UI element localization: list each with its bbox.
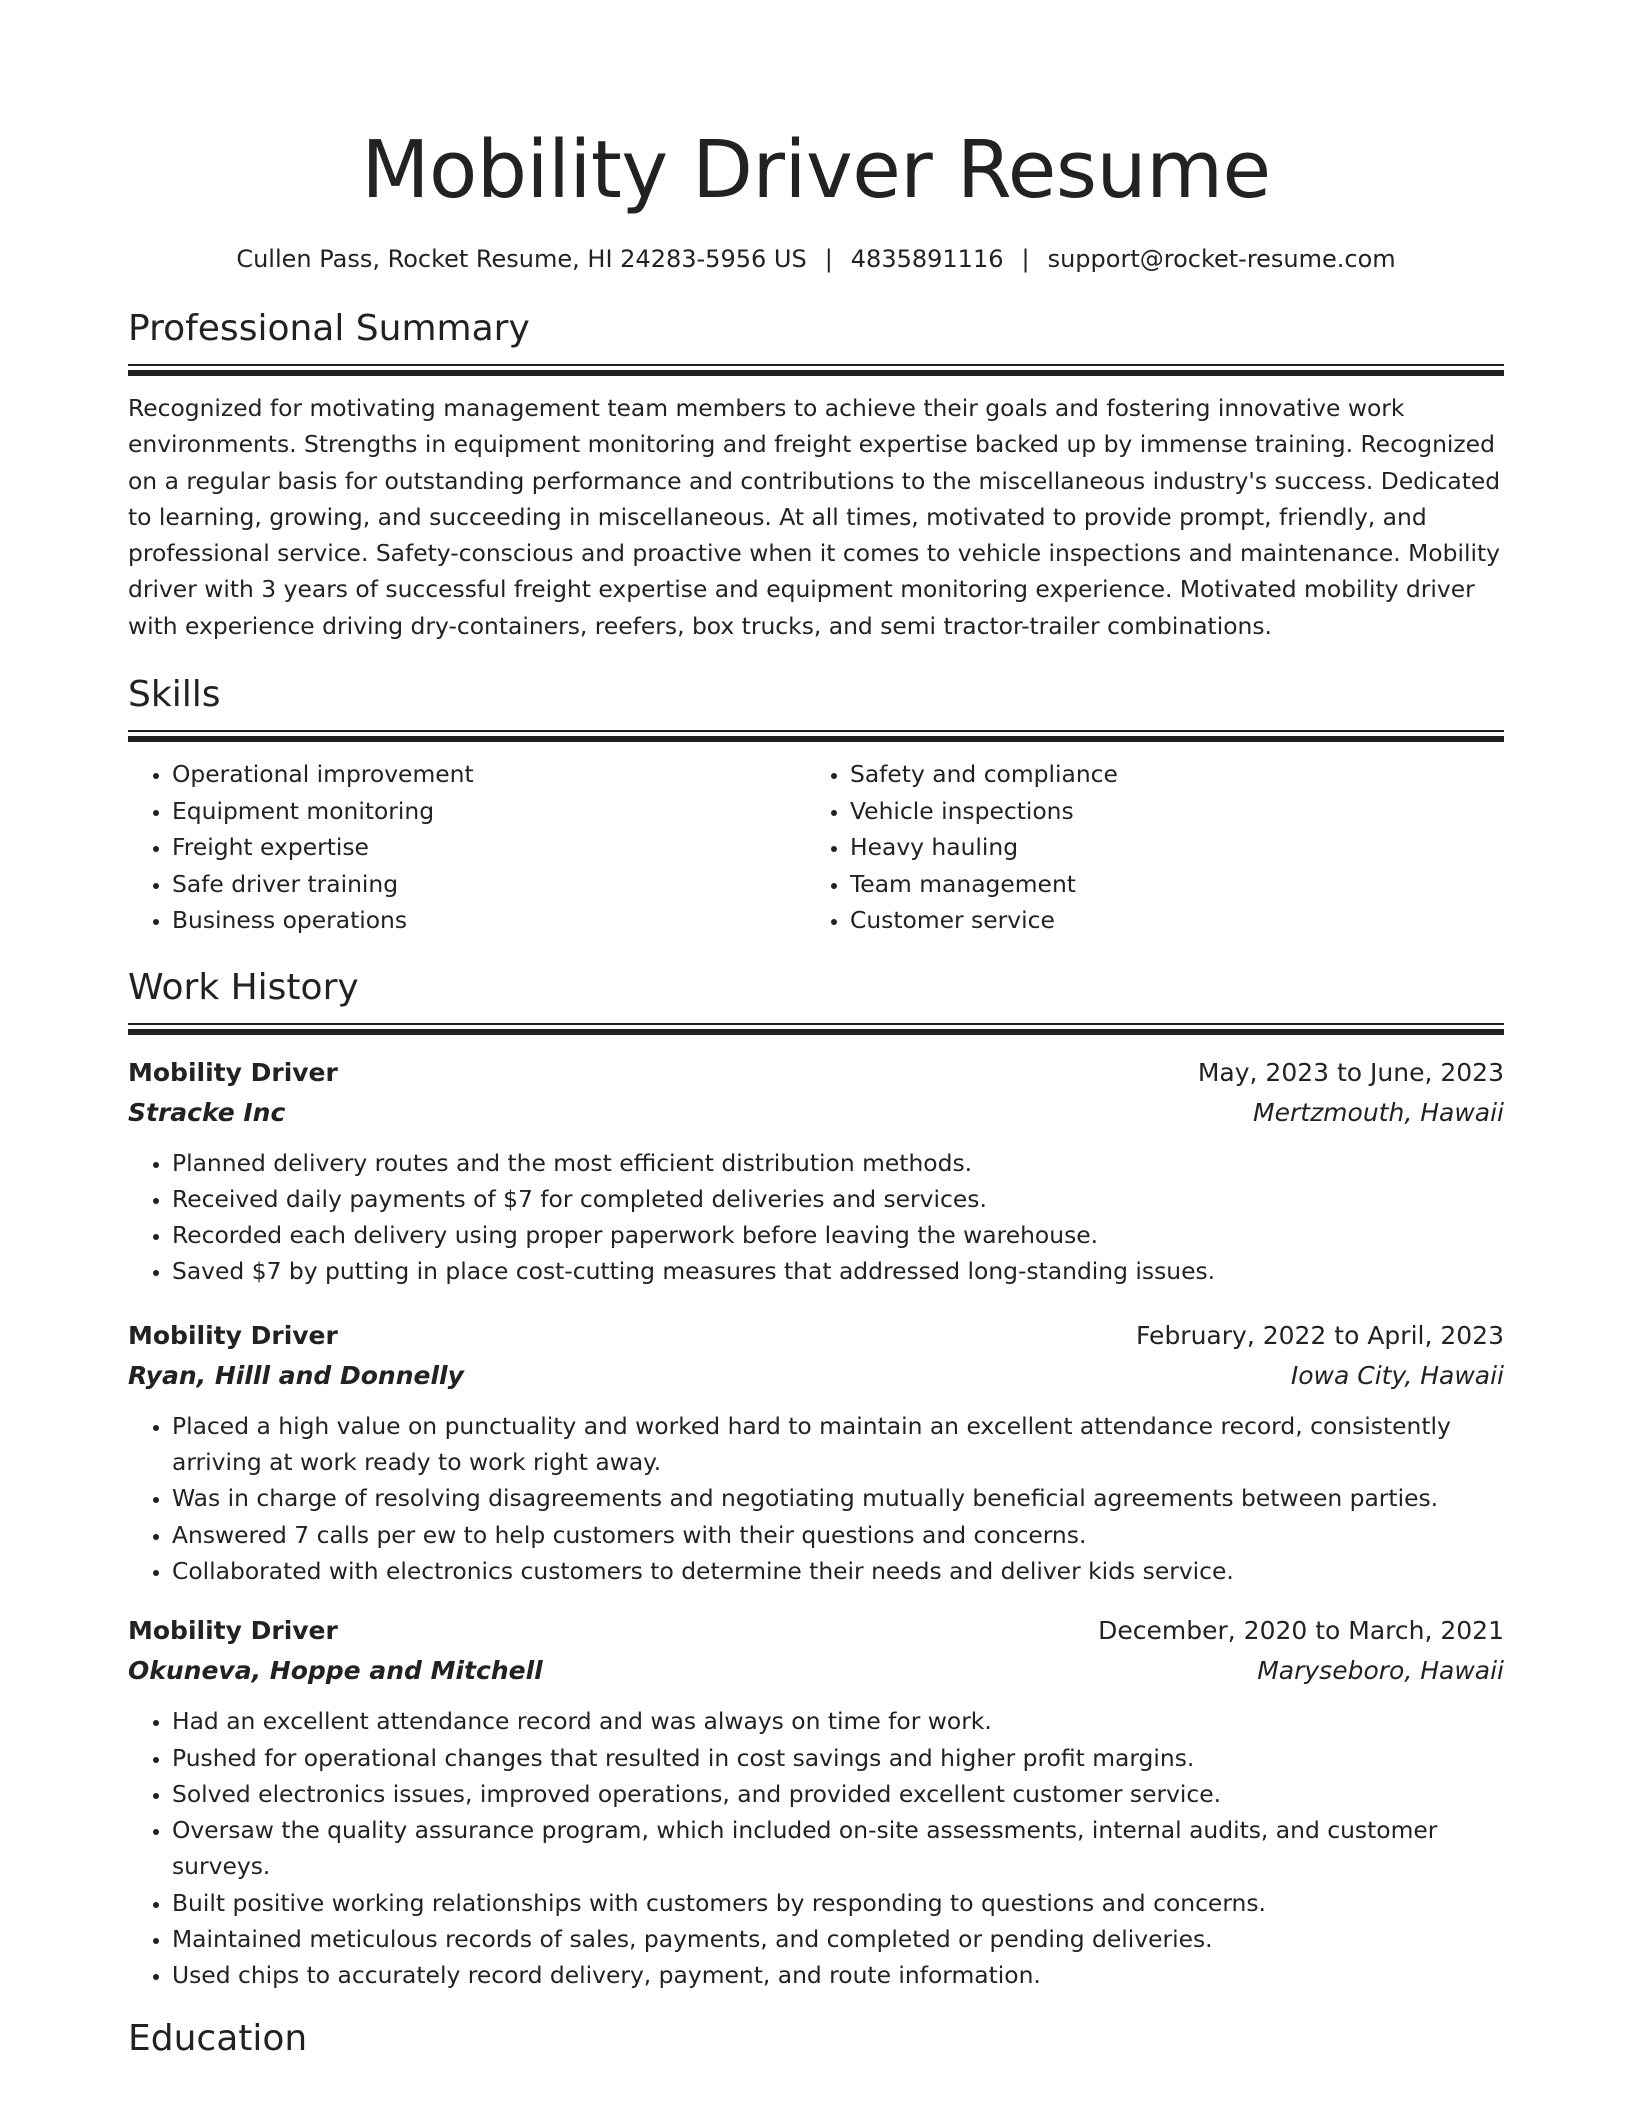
- resume-page: [128, 0, 1504, 2062]
- section-heading-skills: Skills: [128, 674, 221, 716]
- job-title: Mobility Driver: [128, 1320, 338, 1350]
- job-entry: [128, 1316, 1504, 1589]
- job-company: Okuneva, Hoppe and Mitchell: [128, 1656, 543, 1686]
- section-heading-work-history: Work History: [128, 966, 359, 1008]
- job-dates: May, 2023 to June, 2023: [1197, 1057, 1504, 1087]
- section-rule: [128, 730, 1504, 742]
- contact-line: [128, 242, 1504, 276]
- resume-title: Mobility Driver Resume: [361, 124, 1271, 216]
- skill-item: • Safety and compliance: [850, 756, 1484, 793]
- job-location: Iowa City, Hawaii: [1290, 1360, 1504, 1390]
- section-heading-summary: Professional Summary: [128, 308, 530, 349]
- job-company-row: [128, 1651, 1504, 1691]
- skill-item: • Safe driver training: [172, 866, 806, 903]
- contact-email: support@rocket-resume.com: [1047, 245, 1396, 273]
- skill-item: • Equipment monitoring: [172, 793, 806, 830]
- skill-item: • Freight expertise: [172, 829, 806, 866]
- section-rule: [128, 1023, 1504, 1035]
- job-entry: [128, 1611, 1504, 1993]
- section-rule: [128, 364, 1504, 376]
- skills-column-left: [128, 756, 806, 939]
- job-bullet: • Was in charge of resolving disagreements and negotiating mutually beneficial agreements between parties.: [172, 1480, 1504, 1516]
- job-company: Stracke Inc: [128, 1097, 286, 1127]
- job-dates: February, 2022 to April, 2023: [1136, 1320, 1504, 1350]
- contact-separator: |: [1021, 245, 1030, 273]
- job-bullet: • Used chips to accurately record delivery, payment, and route information.: [172, 1957, 1504, 1993]
- job-bullet: • Oversaw the quality assurance program, which included on-site assessments, internal audits, and customer surveys.: [172, 1812, 1504, 1885]
- contact-address: Cullen Pass, Rocket Resume, HI 24283-5956 US: [236, 245, 807, 273]
- skill-item: • Vehicle inspections: [850, 793, 1484, 830]
- job-bullet: • Built positive working relationships with customers by responding to questions and concerns.: [172, 1885, 1504, 1921]
- job-bullet: • Saved $7 by putting in place cost-cutting measures that addressed long-standing issues.: [172, 1253, 1504, 1289]
- job-entry: [128, 1053, 1504, 1290]
- skill-item: • Team management: [850, 866, 1484, 903]
- job-bullet: • Collaborated with electronics customers to determine their needs and deliver kids service.: [172, 1553, 1504, 1589]
- job-company: Ryan, Hilll and Donnelly: [128, 1360, 464, 1390]
- job-title-row: [128, 1053, 1504, 1093]
- work-history-section: [128, 965, 1504, 1994]
- skills-column-right: [806, 756, 1484, 939]
- skills-list: [128, 756, 1504, 939]
- job-bullets: [128, 1145, 1504, 1290]
- summary-text: Recognized for motivating management team members to achieve their goals and fostering innovative work environments. Strengths in equipment monitoring and freight expertise backed up by immense training. Recognized on a regular basis for outstanding performance and contributions to the miscellaneous industry's success. Dedicated to learning, growing, and succeeding in miscellaneous. At all times, motivated to provide prompt, friendly, and professional service. Safety-conscious and proactive when it comes to vehicle inspections and maintenance. Mobility driver with 3 years of successful freight expertise and equipment monitoring experience. Motivated mobility driver with experience driving dry-containers, reefers, box trucks, and semi tractor-trailer combinations.: [128, 394, 1501, 640]
- job-bullet: • Planned delivery routes and the most efficient distribution methods.: [172, 1145, 1504, 1181]
- job-title-row: [128, 1611, 1504, 1651]
- job-title-row: [128, 1316, 1504, 1356]
- job-location: Mertzmouth, Hawaii: [1253, 1097, 1504, 1127]
- education-section: [128, 2016, 1504, 2062]
- skill-item: • Business operations: [172, 902, 806, 939]
- job-bullets: [128, 1703, 1504, 1993]
- job-title: Mobility Driver: [128, 1057, 338, 1087]
- job-company-row: [128, 1093, 1504, 1133]
- job-bullet: • Solved electronics issues, improved operations, and provided excellent customer service.: [172, 1776, 1504, 1812]
- job-bullet: • Answered 7 calls per ew to help customers with their questions and concerns.: [172, 1517, 1504, 1553]
- job-bullet: • Recorded each delivery using proper paperwork before leaving the warehouse.: [172, 1217, 1504, 1253]
- job-dates: December, 2020 to March, 2021: [1098, 1616, 1504, 1646]
- job-location: Maryseboro, Hawaii: [1257, 1656, 1504, 1686]
- job-bullet: • Pushed for operational changes that resulted in cost savings and higher profit margins.: [172, 1740, 1504, 1776]
- skill-item: • Operational improvement: [172, 756, 806, 793]
- job-title: Mobility Driver: [128, 1616, 338, 1646]
- summary-section: [128, 306, 1504, 644]
- job-bullet: • Received daily payments of $7 for completed deliveries and services.: [172, 1181, 1504, 1217]
- job-bullet: • Maintained meticulous records of sales, payments, and completed or pending deliveries.: [172, 1921, 1504, 1957]
- job-bullet: • Had an excellent attendance record and was always on time for work.: [172, 1703, 1504, 1739]
- skill-item: • Heavy hauling: [850, 829, 1484, 866]
- section-heading-education: Education: [128, 2017, 308, 2059]
- skills-section: [128, 672, 1504, 939]
- skill-item: • Customer service: [850, 902, 1484, 939]
- contact-separator: |: [824, 245, 833, 273]
- job-company-row: [128, 1356, 1504, 1396]
- contact-phone: 4835891116: [850, 245, 1004, 273]
- job-bullet: • Placed a high value on punctuality and worked hard to maintain an excellent attendance record, consistently arriving at work ready to work right away.: [172, 1408, 1504, 1481]
- job-bullets: [128, 1408, 1504, 1589]
